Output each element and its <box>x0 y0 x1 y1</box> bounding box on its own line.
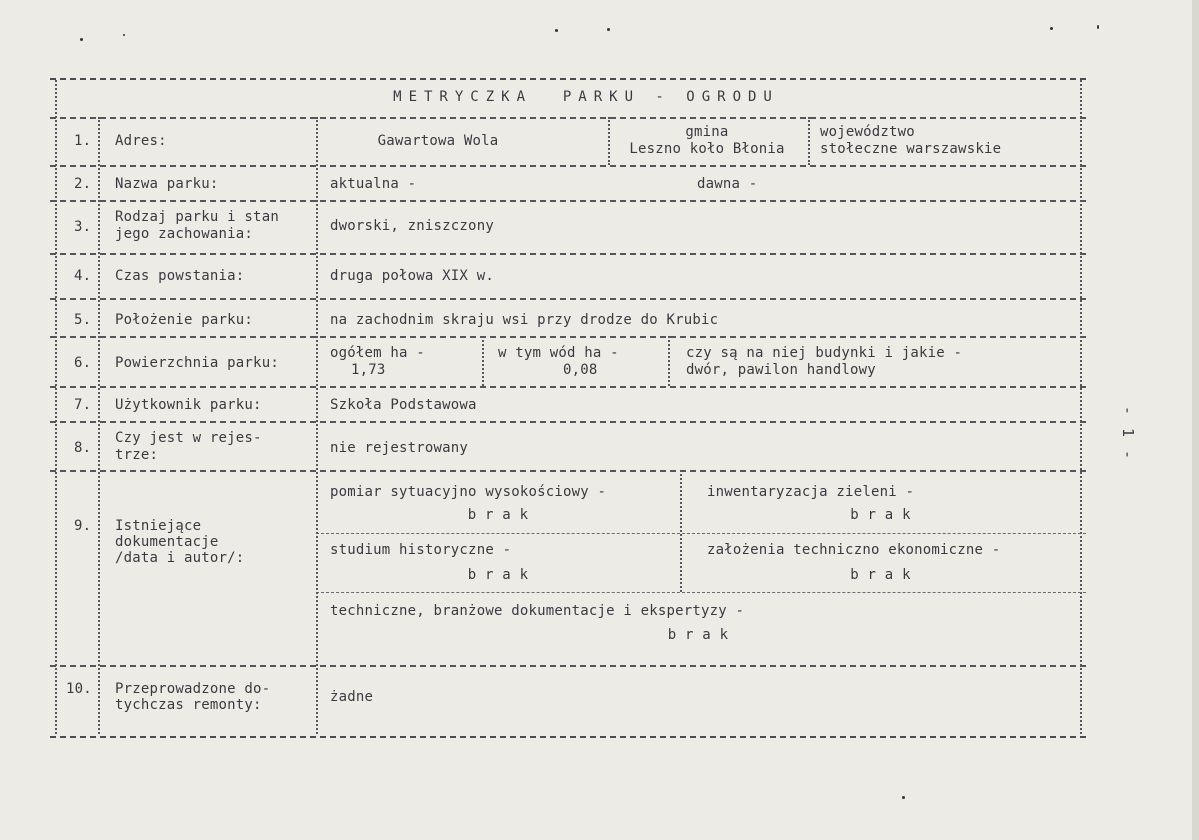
scan-speck <box>555 29 558 32</box>
column-divider <box>680 470 682 592</box>
row-label-location: Położenie parku: <box>115 312 254 328</box>
scan-speck <box>1097 25 1099 29</box>
inventory-value: b r a k <box>850 507 911 523</box>
row-label-park-type: Rodzaj parku i stan <box>115 209 279 225</box>
scan-speck <box>80 38 83 41</box>
history-value: b r a k <box>467 567 529 583</box>
history-label: studium historyczne - <box>330 542 512 558</box>
row-label-origin-time: Czas powstania: <box>115 268 245 284</box>
subrow-separator <box>316 592 1086 593</box>
subrow-separator <box>316 533 1086 534</box>
row-label-user: Użytkownik parku: <box>115 397 262 413</box>
water-area-value: 0,08 <box>563 362 598 378</box>
register-value: nie rejestrowany <box>330 440 469 456</box>
survey-value: b r a k <box>467 507 529 523</box>
row-separator <box>50 336 1086 338</box>
gmina-value: Leszno koło Błonia <box>629 141 785 157</box>
survey-label: pomiar sytuacyjno wysokościowy - <box>330 484 607 500</box>
row-separator <box>50 200 1086 202</box>
page-number: - 1 - <box>1119 405 1138 462</box>
user-value: Szkoła Podstawowa <box>330 397 477 413</box>
form-title: METRYCZKA PARKU - OGRODU <box>393 89 779 105</box>
row-number: 2. <box>74 176 92 192</box>
origin-time-value: druga połowa XIX w. <box>330 268 494 284</box>
row-number: 6. <box>74 355 92 371</box>
row-number: 3. <box>74 219 92 235</box>
left-border <box>55 80 57 734</box>
column-divider <box>608 117 610 165</box>
row-number: 9. <box>74 518 92 534</box>
row-separator <box>50 386 1086 388</box>
row-number: 5. <box>74 312 92 328</box>
voivodeship-value: stołeczne warszawskie <box>820 141 1002 157</box>
row-separator <box>50 117 1086 119</box>
column-divider <box>482 336 484 386</box>
row-number: 7. <box>74 397 92 413</box>
row-label-address: Adres: <box>115 133 167 149</box>
technical-docs-label: techniczne, branżowe dokumentacje i ekspertyzy - <box>330 603 745 619</box>
page-edge <box>1192 0 1199 840</box>
row-separator <box>50 165 1086 167</box>
water-area-label: w tym wód ha - <box>498 345 619 361</box>
voivodeship-label: województwo <box>820 124 915 140</box>
technical-docs-value: b r a k <box>667 627 729 643</box>
row-label-documentation-cont2: /data i autor/: <box>115 550 245 566</box>
row-number: 10. <box>66 681 92 697</box>
scan-speck <box>123 34 125 36</box>
row-number: 8. <box>74 440 92 456</box>
buildings-label: czy są na niej budynki i jakie - <box>686 345 963 361</box>
row-separator <box>50 665 1086 667</box>
row-separator <box>50 421 1086 423</box>
total-area-value: 1,73 <box>351 362 386 378</box>
row-label-park-name: Nazwa parku: <box>115 176 219 192</box>
number-column-divider <box>98 117 100 734</box>
row-separator <box>50 298 1086 300</box>
tech-econ-label: założenia techniczno ekonomiczne - <box>707 542 1001 558</box>
right-border <box>1080 80 1082 734</box>
row-number: 4. <box>74 268 92 284</box>
row-label-documentation: Istniejące <box>115 518 202 534</box>
row-label-repairs: Przeprowadzone do- <box>115 681 271 697</box>
row-number: 1. <box>74 133 92 149</box>
row-label-register-cont: trze: <box>115 447 159 463</box>
inventory-label: inwentaryzacja zieleni - <box>707 484 915 500</box>
row-separator <box>50 253 1086 255</box>
row-separator <box>50 470 1086 472</box>
scan-speck <box>607 28 610 31</box>
gmina-label: gmina <box>685 124 729 140</box>
former-name: dawna - <box>697 176 758 192</box>
scan-speck <box>1050 27 1053 30</box>
column-divider <box>808 117 810 165</box>
column-divider <box>668 336 670 386</box>
buildings-value: dwór, pawilon handlowy <box>686 362 876 378</box>
locality-value: Gawartowa Wola <box>377 133 499 149</box>
total-area-label: ogółem ha - <box>330 345 425 361</box>
row-label-park-type-cont: jego zachowania: <box>115 226 254 242</box>
row-label-area: Powierzchnia parku: <box>115 355 279 371</box>
location-value: na zachodnim skraju wsi przy drodze do Krubic <box>330 312 719 328</box>
row-label-documentation-cont: dokumentacje <box>115 534 219 550</box>
row-label-repairs-cont: tychczas remonty: <box>115 697 262 713</box>
row-label-register: Czy jest w rejes- <box>115 430 262 446</box>
tech-econ-value: b r a k <box>850 567 911 583</box>
repairs-value: żadne <box>330 689 374 705</box>
current-name: aktualna - <box>330 176 417 192</box>
scan-speck <box>902 796 905 799</box>
park-type-value: dworski, zniszczony <box>330 218 494 234</box>
